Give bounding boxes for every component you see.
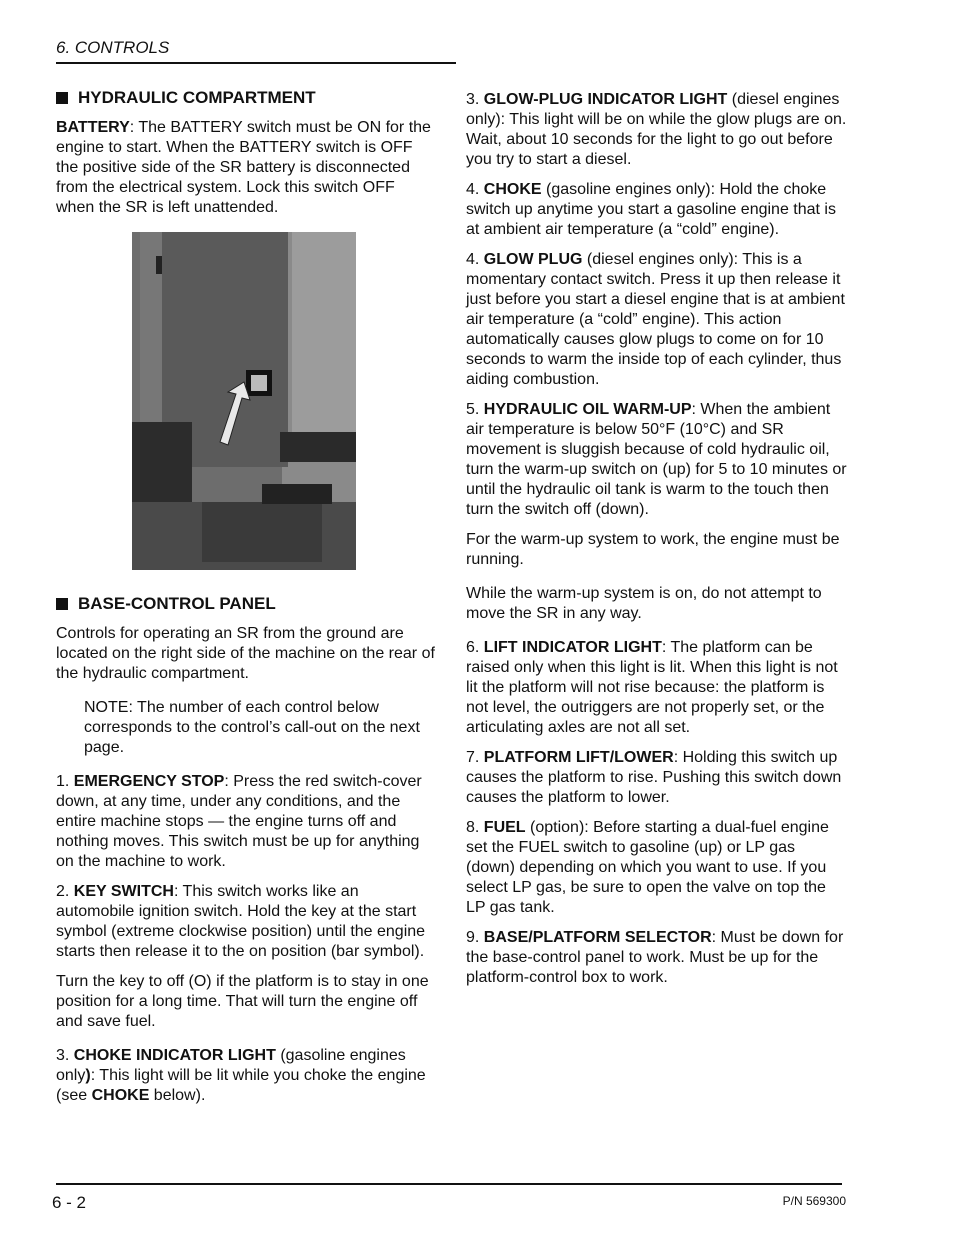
item-text: : Must be down for the base-control panel to work. Must be up for the platform-control box to work. bbox=[466, 929, 844, 986]
item-term: GLOW PLUG bbox=[483, 251, 583, 268]
square-bullet-icon bbox=[56, 92, 68, 104]
right-column bbox=[466, 90, 848, 998]
item-term: HYDRAULIC OIL WARM-UP bbox=[483, 401, 692, 418]
item-number: 3. bbox=[56, 1047, 74, 1064]
warm-up-caution-paragraph: While the warm-up system is on, do not attempt to move the SR in any way. bbox=[466, 585, 822, 622]
item-term: GLOW-PLUG INDICATOR LIGHT bbox=[483, 91, 728, 108]
item-number: 8. bbox=[466, 819, 484, 836]
item-text: (gasoline engines only bbox=[56, 1047, 406, 1084]
item-number: 9. bbox=[466, 929, 484, 946]
left-column bbox=[56, 88, 436, 1116]
item-glow-plug-indicator bbox=[466, 90, 848, 170]
hydraulic-compartment-heading bbox=[56, 88, 436, 108]
item-text: (gasoline engines only): Hold the choke switch up anytime you start a gasoline engine that is at ambient air temperature (a “cold” engine). bbox=[466, 181, 836, 238]
item-number: 3. bbox=[466, 91, 484, 108]
item-text: : This switch works like an automobile ignition switch. Hold the key at the start symbol (extreme clockwise position) until the engine starts then release it to the on position (bar symbol). bbox=[56, 883, 426, 960]
base-control-panel-heading bbox=[56, 594, 436, 614]
item-emergency-stop bbox=[56, 772, 436, 872]
item-term: KEY SWITCH bbox=[73, 883, 174, 900]
item-text: : The platform can be raised only when this light is lit. When this light is not lit the platform will not rise because: the platform is not level, the outriggers are not properly set, or the articulating axles are not all set. bbox=[466, 639, 838, 736]
header-rule bbox=[56, 62, 456, 64]
key-off-paragraph: Turn the key to off (O) if the platform is to stay in one position for a long time. That will turn the engine off and save fuel. bbox=[56, 973, 429, 1030]
item-hydraulic-oil-warm-up bbox=[466, 400, 848, 520]
part-number: P/N 569300 bbox=[782, 1194, 846, 1208]
item-number: 5. bbox=[466, 401, 484, 418]
item-text: : This light will be lit while you choke the engine (see bbox=[56, 1067, 426, 1104]
item-term: CHOKE bbox=[483, 181, 542, 198]
item-paren: ) bbox=[85, 1067, 91, 1084]
item-ref: CHOKE bbox=[91, 1087, 150, 1104]
item-term: CHOKE INDICATOR LIGHT bbox=[73, 1047, 276, 1064]
base-intro-paragraph: Controls for operating an SR from the ground are located on the right side of the machine on the rear of the hydraulic compartment. bbox=[56, 625, 435, 682]
item-text: below). bbox=[149, 1087, 206, 1104]
item-glow-plug bbox=[466, 250, 848, 390]
photo-illustration bbox=[132, 232, 356, 570]
page-number: 6 - 2 bbox=[52, 1193, 87, 1212]
item-lift-indicator bbox=[466, 638, 848, 738]
item-term: BASE/PLATFORM SELECTOR bbox=[483, 929, 712, 946]
item-text: : When the ambient air temperature is below 50°F (10°C) and SR movement is sluggish because of cold hydraulic oil, turn the warm-up switch on (up) for 5 to 10 minutes or until the hydraulic oil tank is warm to the touch then turn the switch off (down). bbox=[466, 401, 847, 518]
footer-rule bbox=[56, 1183, 842, 1185]
battery-text: : The BATTERY switch must be ON for the engine to start. When the BATTERY switch is OFF the positive side of the SR battery is disconnected from the electrical system. Lock this switch OFF when the SR is left unattended. bbox=[56, 119, 431, 216]
base-heading-text: BASE-CONTROL PANEL bbox=[78, 594, 276, 613]
item-key-switch bbox=[56, 882, 436, 962]
item-text: (diesel engines only): This is a momentary contact switch. Press it up then release it just before you start a diesel engine that is at ambient air temperature (a “cold” engine). This action automatically causes glow plugs to come on for 10 seconds to warm the inside top of each cylinder, thus aiding combustion. bbox=[466, 251, 845, 388]
item-number: 7. bbox=[466, 749, 484, 766]
header-section-title: 6. CONTROLS bbox=[56, 38, 170, 57]
item-text: : Press the red switch-cover down, at any time, under any conditions, and the entire machine stops — the engine turns off and nothing moves. This switch must be up for anything on the machine to work. bbox=[56, 773, 422, 870]
hydraulic-heading-text: HYDRAULIC COMPARTMENT bbox=[78, 88, 316, 107]
item-text: (option): Before starting a dual-fuel engine set the FUEL switch to gasoline (up) or LP gas (down) depending on which you want to use. If you select LP gas, be sure to open the valve on top the LP gas tank. bbox=[466, 819, 829, 916]
item-term: PLATFORM LIFT/LOWER bbox=[483, 749, 674, 766]
item-text: (diesel engines only): This light will be on while the glow plugs are on. Wait, about 10 seconds for the light to go out before you try to start a diesel. bbox=[466, 91, 847, 168]
item-term: EMERGENCY STOP bbox=[73, 773, 225, 790]
hydraulic-compartment-photo bbox=[132, 232, 356, 570]
warm-up-engine-paragraph: For the warm-up system to work, the engine must be running. bbox=[466, 531, 840, 568]
square-bullet-icon bbox=[56, 598, 68, 610]
item-number: 6. bbox=[466, 639, 484, 656]
item-choke-indicator bbox=[56, 1046, 436, 1106]
item-fuel bbox=[466, 818, 848, 918]
item-choke bbox=[466, 180, 848, 240]
item-number: 4. bbox=[466, 251, 484, 268]
battery-term: BATTERY bbox=[56, 119, 130, 136]
item-number: 1. bbox=[56, 773, 74, 790]
item-base-platform-selector bbox=[466, 928, 848, 988]
item-term: FUEL bbox=[483, 819, 526, 836]
item-text: : Holding this switch up causes the platform to rise. Pushing this switch down causes the platform to lower. bbox=[466, 749, 842, 806]
item-number: 2. bbox=[56, 883, 74, 900]
item-platform-lift-lower bbox=[466, 748, 848, 808]
item-number: 4. bbox=[466, 181, 484, 198]
note-paragraph: NOTE: The number of each control below corresponds to the control’s call-out on the next page. bbox=[84, 699, 420, 756]
battery-paragraph bbox=[56, 118, 436, 218]
item-term: LIFT INDICATOR LIGHT bbox=[483, 639, 662, 656]
